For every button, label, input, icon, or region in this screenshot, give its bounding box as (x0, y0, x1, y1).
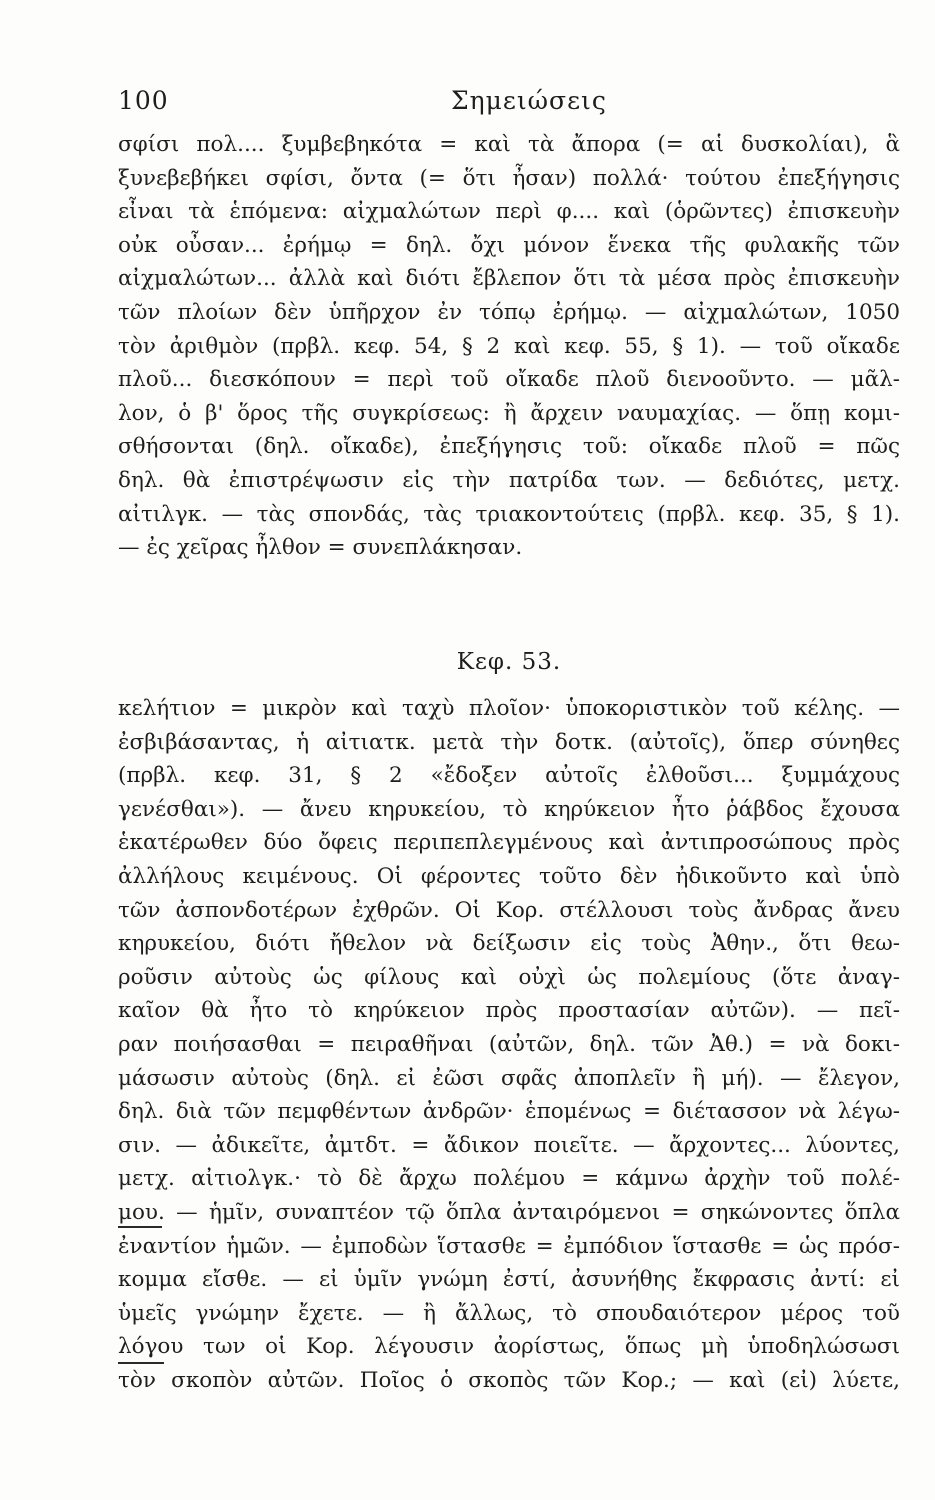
running-head (118, 86, 898, 122)
text-line: σιν. — ἀδικεῖτε, ἀμτδτ. = ἄδικον ποιεῖτε. — ἄρχοντες... λύοντες, (118, 1132, 900, 1158)
text-line: μάσωσιν αὐτοὺς (δηλ. εἰ ἐῶσι σφᾶς ἀποπλεῖν ἢ μή). — ἔλεγον, (118, 1065, 900, 1091)
text-line: κελήτιον = μικρὸν καὶ ταχὺ πλοῖον· ὑποκοριστικὸν τοῦ κέλης. — (118, 696, 900, 721)
text-line: γενέσθαι»). — ἄνευ κηρυκείου, τὸ κηρύκειον ἦτο ῥάβδος ἔχουσα (118, 796, 900, 822)
text-line: σθήσονται (δηλ. οἴκαδε), ἐπεξήγησις τοῦ: οἴκαδε πλοῦ = πῶς (118, 434, 900, 460)
pencil-underline-mark (118, 1226, 162, 1228)
chapter-heading: Κεφ. 53. (456, 649, 562, 675)
text-line: καῖον θὰ ἦτο τὸ κηρύκειον πρὸς προστασίαν αὐτῶν). — πεῖ- (118, 998, 900, 1024)
text-line: τὸν ἀριθμὸν (πρβλ. κεφ. 54, § 2 καὶ κεφ. 55, § 1). — τοῦ οἴκαδε (118, 333, 900, 359)
text-line: ἀλλήλους κειμένους. Οἱ φέροντες τοῦτο δὲν ἠδικοῦντο καὶ ὑπὸ (118, 863, 900, 889)
text-line: μου. — ἡμῖν, συναπτέον τῷ ὅπλα ἀνταιρόμενοι = σηκώνοντες ὅπλα (118, 1199, 900, 1225)
notes-section-1 (118, 128, 900, 565)
text-line: (πρβλ. κεφ. 31, § 2 «ἔδοξεν αὐτοῖς ἐλθοῦσι... ξυμμάχους (118, 763, 900, 789)
text-line: δηλ. θὰ ἐπιστρέψωσιν εἰς τὴν πατρίδα των. — δεδιότες, μετχ. (118, 467, 900, 493)
text-line: ραν ποιήσασθαι = πειραθῆναι (αὐτῶν, δηλ. τῶν Ἀθ.) = νὰ δοκι- (118, 1031, 900, 1057)
text-line: μετχ. αἰτιολγκ.· τὸ δὲ ἄρχω πολέμου = κάμνω ἀρχὴν τοῦ πολέ- (118, 1166, 900, 1192)
text-line: τῶν πλοίων δὲν ὑπῆρχον ἐν τόπῳ ἐρήμῳ. — αἰχμαλώτων, 1050 (118, 299, 900, 325)
text-line: τὸν σκοπὸν αὐτῶν. Ποῖος ὁ σκοπὸς τῶν Κορ.; — καὶ (εἰ) λύετε, (118, 1367, 900, 1393)
page-number: 100 (118, 86, 169, 115)
text-line: ἑκατέρωθεν δύο ὄφεις περιπεπλεγμένους καὶ ἀντιπροσώπους πρὸς (118, 830, 900, 856)
text-line: τῶν ἀσπονδοτέρων ἐχθρῶν. Οἱ Κορ. στέλλουσι τοὺς ἄνδρας ἄνευ (118, 897, 900, 923)
text-line: σφίσι πολ.... ξυμβεβηκότα = καὶ τὰ ἄπορα (= αἱ δυσκολίαι), ἃ (118, 132, 900, 157)
text-line: οὐκ οὖσαν... ἐρήμῳ = δηλ. ὄχι μόνον ἕνεκα τῆς φυλακῆς τῶν (118, 232, 900, 258)
text-line: ἐσβιβάσαντας, ἡ αἰτιατκ. μετὰ τὴν δοτκ. (αὐτοῖς), ὅπερ σύνηθες (118, 729, 900, 755)
text-line: κηρυκείου, διότι ἤθελον νὰ δείξωσιν εἰς τοὺς Ἀθην., ὅτι θεω- (118, 931, 900, 957)
notes-section-2 (118, 692, 900, 1397)
text-line: λον, ὁ β' ὅρος τῆς συγκρίσεως: ἢ ἄρχειν ναυμαχίας. — ὅπῃ κομι- (118, 400, 900, 426)
text-line: αἰχμαλώτων... ἀλλὰ καὶ διότι ἔβλεπον ὅτι τὰ μέσα πρὸς ἐπισκευὴν (118, 266, 900, 292)
text-line: λόγου των οἱ Κορ. λέγουσιν ἀορίστως, ὅπως μὴ ὑποδηλώσωσι (118, 1334, 900, 1360)
text-line: ἐναντίον ἡμῶν. — ἐμποδὼν ἵστασθε = ἐμπόδιον ἵστασθε = ὡς πρόσ- (118, 1233, 900, 1259)
text-line: εἶναι τὰ ἑπόμενα: αἰχμαλώτων περὶ φ.... καὶ (ὁρῶντες) ἐπισκευὴν (118, 199, 900, 225)
pencil-underline-mark (118, 1362, 164, 1364)
text-line: — ἐς χεῖρας ἦλθον = συνεπλάκησαν. (118, 535, 523, 561)
text-line: κομμα εἴσθε. — εἰ ὑμῖν γνώμη ἐστί, ἀσυνήθης ἔκφρασις ἀντί: εἰ (118, 1267, 900, 1293)
running-title: Σημειώσεις (451, 86, 607, 115)
text-line: αἰτιλγκ. — τὰς σπονδάς, τὰς τριακοντούτεις (πρβλ. κεφ. 35, § 1). (118, 501, 900, 527)
text-line: δηλ. διὰ τῶν πεμφθέντων ἀνδρῶν· ἑπομένως = διέτασσον νὰ λέγω- (118, 1099, 900, 1125)
text-line: ροῦσιν αὐτοὺς ὡς φίλους καὶ οὐχὶ ὡς πολεμίους (ὅτε ἀναγ- (118, 964, 900, 990)
text-line: ξυνεβεβήκει σφίσι, ὄντα (= ὅτι ἦσαν) πολλά· τούτου ἐπεξήγησις (118, 165, 900, 191)
text-line: πλοῦ... διεσκόπουν = περὶ τοῦ οἴκαδε πλοῦ διενοοῦντο. — μᾶλ- (118, 367, 900, 393)
text-line: ὑμεῖς γνώμην ἔχετε. — ἢ ἄλλως, τὸ σπουδαιότερον μέρος τοῦ (118, 1300, 900, 1326)
